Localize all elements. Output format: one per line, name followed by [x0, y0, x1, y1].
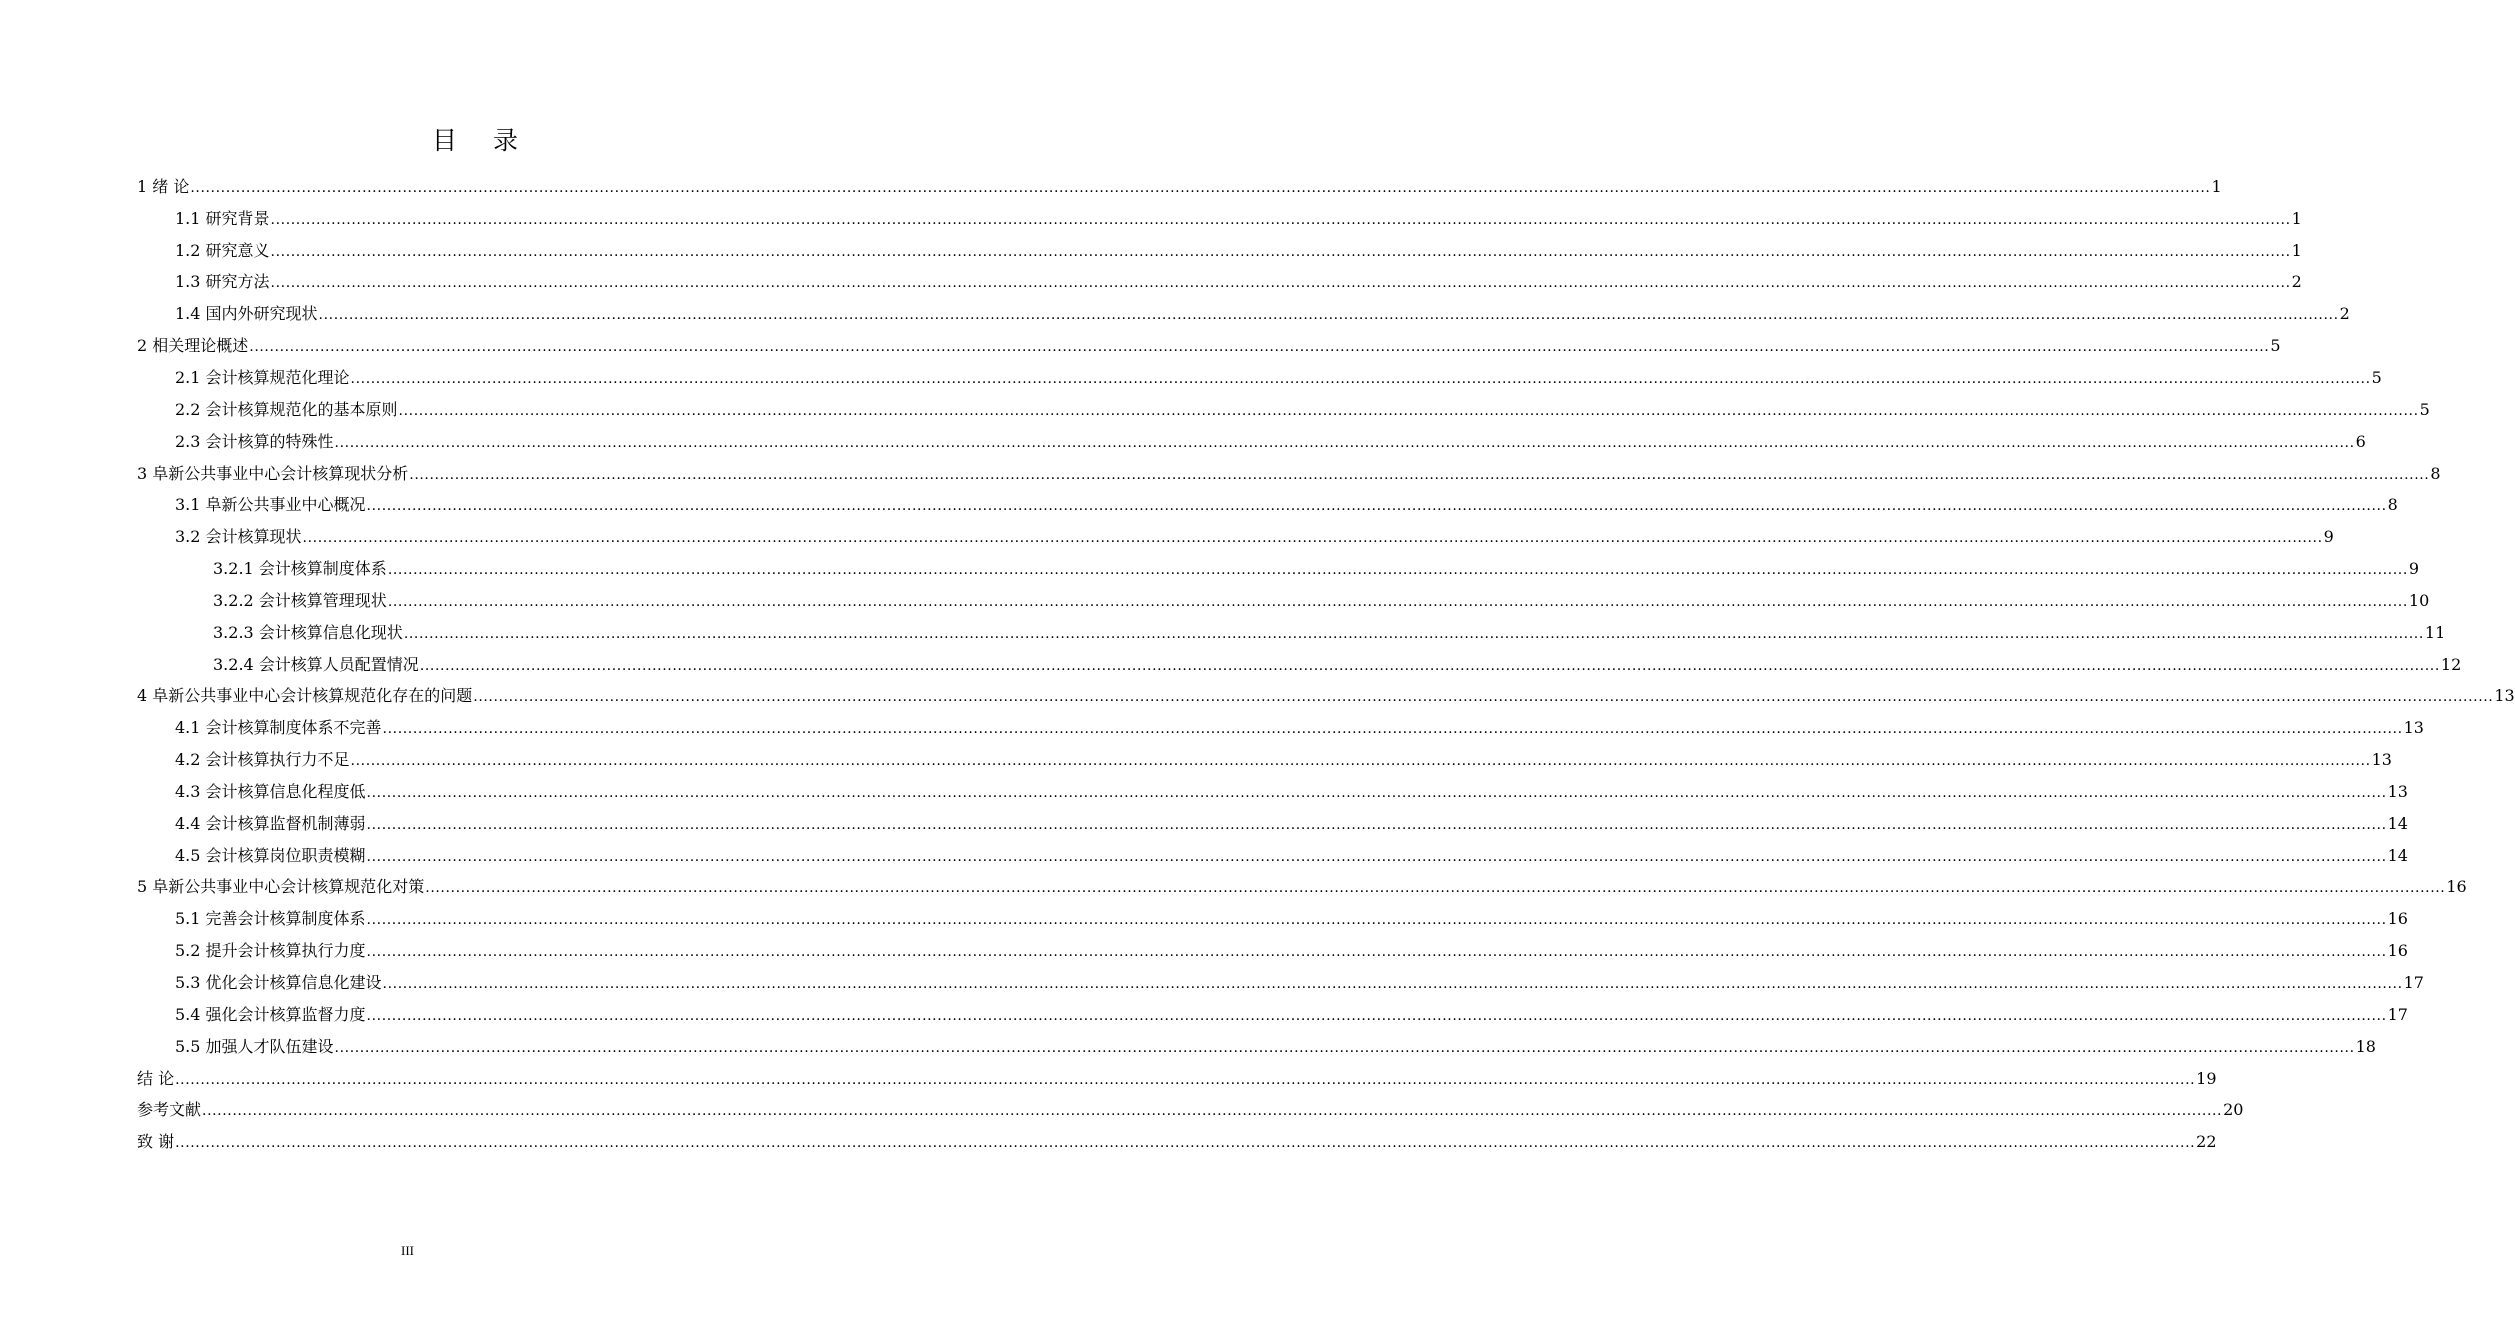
toc-entry-label: 2.1 会计核算规范化理论: [175, 367, 350, 387]
toc-dot-leader: ................................................................................................................................................................................................................................................................................................................................................................................................................: [366, 498, 2387, 515]
toc-entry-label: 1.1 研究背景: [175, 208, 270, 228]
toc-entry-page: 5: [2371, 367, 2382, 387]
toc-dot-leader: ................................................................................................................................................................................................................................................................................................................................................................................................................: [190, 179, 2211, 196]
toc-entry-label: 4.2 会计核算执行力不足: [175, 750, 350, 770]
toc-entry-label: 3.2.3 会计核算信息化现状: [213, 622, 403, 642]
toc-entry-page: 1: [2291, 240, 2302, 260]
toc-entry-page: 6: [2355, 431, 2366, 451]
toc-entry-label: 4.4 会计核算监督机制薄弱: [175, 813, 366, 833]
toc-dot-leader: ................................................................................................................................................................................................................................................................................................................................................................................................................: [382, 976, 2403, 993]
toc-dot-leader: ................................................................................................................................................................................................................................................................................................................................................................................................................: [270, 243, 2291, 260]
toc-entry-page: 20: [2223, 1100, 2244, 1120]
toc-entry-label: 5 阜新公共事业中心会计核算规范化对策: [137, 877, 425, 897]
toc-entry[interactable]: [137, 712, 2424, 744]
toc-entry-label: 5.4 强化会计核算监督力度: [175, 1004, 366, 1024]
toc-entry-label: 2.2 会计核算规范化的基本原则: [175, 399, 398, 419]
toc-entry[interactable]: [137, 1031, 2376, 1063]
toc-entry[interactable]: [137, 298, 2350, 330]
toc-entry-label: 5.5 加强人才队伍建设: [175, 1036, 334, 1056]
toc-entry-label: 5.1 完善会计核算制度体系: [175, 909, 366, 929]
toc-dot-leader: ................................................................................................................................................................................................................................................................................................................................................................................................................: [409, 466, 2430, 483]
toc-dot-leader: ................................................................................................................................................................................................................................................................................................................................................................................................................: [302, 530, 2323, 547]
toc-dot-leader: ................................................................................................................................................................................................................................................................................................................................................................................................................: [366, 912, 2387, 929]
toc-entry-label: 2.3 会计核算的特殊性: [175, 431, 334, 451]
toc-entry[interactable]: [137, 426, 2366, 458]
toc-dot-leader: ................................................................................................................................................................................................................................................................................................................................................................................................................: [334, 434, 2355, 451]
toc-entry-page: 17: [2387, 1004, 2408, 1024]
toc-entry-page: 13: [2371, 750, 2392, 770]
toc-dot-leader: ................................................................................................................................................................................................................................................................................................................................................................................................................: [366, 848, 2387, 865]
toc-dot-leader: ................................................................................................................................................................................................................................................................................................................................................................................................................: [318, 307, 2339, 324]
toc-entry[interactable]: [137, 489, 2398, 521]
toc-entry-page: 13: [2387, 781, 2408, 801]
toc-entry-page: 1: [2211, 176, 2222, 196]
toc-entry[interactable]: [137, 394, 2430, 426]
toc-entry-page: 13: [2403, 718, 2424, 738]
toc-entry-page: 17: [2403, 973, 2424, 993]
toc-entry-page: 18: [2355, 1036, 2376, 1056]
toc-entry-page: 8: [2387, 495, 2398, 515]
toc-entry[interactable]: [137, 553, 2420, 585]
toc-entry-page: 16: [2387, 909, 2408, 929]
toc-entry[interactable]: [137, 967, 2424, 999]
toc-entry-label: 4.5 会计核算岗位职责模糊: [175, 845, 366, 865]
toc-entry-page: 19: [2196, 1068, 2217, 1088]
toc-dot-leader: ................................................................................................................................................................................................................................................................................................................................................................................................................: [175, 1071, 2196, 1088]
toc-entry[interactable]: [137, 744, 2392, 776]
toc-dot-leader: ................................................................................................................................................................................................................................................................................................................................................................................................................: [350, 753, 2371, 770]
toc-entry-label: 结 论: [137, 1068, 175, 1088]
toc-entry[interactable]: [137, 649, 2462, 681]
toc-dot-leader: ................................................................................................................................................................................................................................................................................................................................................................................................................: [270, 275, 2291, 292]
toc-entry-label: 1.2 研究意义: [175, 240, 270, 260]
toc-entry[interactable]: [137, 521, 2334, 553]
toc-entry-page: 16: [2387, 941, 2408, 961]
toc-dot-leader: ................................................................................................................................................................................................................................................................................................................................................................................................................: [473, 689, 2494, 706]
toc-dot-leader: ................................................................................................................................................................................................................................................................................................................................................................................................................: [249, 339, 2270, 356]
toc-entry[interactable]: [137, 267, 2302, 299]
toc-dot-leader: ................................................................................................................................................................................................................................................................................................................................................................................................................: [366, 1007, 2387, 1024]
toc-entry[interactable]: [137, 808, 2408, 840]
toc-entry-label: 1 绪 论: [137, 176, 190, 196]
toc-dot-leader: ................................................................................................................................................................................................................................................................................................................................................................................................................: [366, 944, 2387, 961]
toc-entry-page: 14: [2387, 813, 2408, 833]
toc-dot-leader: ................................................................................................................................................................................................................................................................................................................................................................................................................: [334, 1039, 2355, 1056]
toc-entry-page: 2: [2339, 304, 2350, 324]
toc-entry[interactable]: [137, 1063, 2217, 1095]
toc-dot-leader: ................................................................................................................................................................................................................................................................................................................................................................................................................: [366, 784, 2387, 801]
toc-entry-label: 3.2.2 会计核算管理现状: [213, 590, 387, 610]
toc-entry-page: 8: [2430, 463, 2441, 483]
toc-entry-page: 10: [2408, 590, 2430, 610]
page-title: 目 录: [432, 126, 532, 155]
toc-entry[interactable]: [137, 840, 2408, 872]
toc-entry[interactable]: [137, 585, 2430, 617]
toc-entry[interactable]: [137, 1126, 2217, 1158]
toc-dot-leader: ................................................................................................................................................................................................................................................................................................................................................................................................................: [387, 593, 2408, 610]
toc-entry[interactable]: [137, 776, 2408, 808]
toc-entry-page: 9: [2408, 559, 2420, 579]
toc-dot-leader: ................................................................................................................................................................................................................................................................................................................................................................................................................: [202, 1103, 2223, 1120]
table-of-contents: [137, 171, 2515, 1158]
toc-dot-leader: ................................................................................................................................................................................................................................................................................................................................................................................................................: [382, 721, 2403, 738]
toc-entry-page: 13: [2494, 686, 2515, 706]
toc-entry-page: 11: [2424, 622, 2446, 642]
toc-entry-label: 3.2.4 会计核算人员配置情况: [213, 654, 419, 674]
toc-entry-label: 4 阜新公共事业中心会计核算规范化存在的问题: [137, 686, 473, 706]
toc-dot-leader: ................................................................................................................................................................................................................................................................................................................................................................................................................: [270, 211, 2291, 228]
toc-dot-leader: ................................................................................................................................................................................................................................................................................................................................................................................................................: [350, 370, 2371, 387]
toc-entry-label: 参考文献: [137, 1100, 202, 1120]
toc-entry-label: 致 谢: [137, 1132, 175, 1152]
toc-entry-page: 1: [2291, 208, 2302, 228]
toc-entry-label: 3.2 会计核算现状: [175, 527, 302, 547]
toc-entry[interactable]: [137, 171, 2222, 203]
toc-entry-label: 1.3 研究方法: [175, 272, 270, 292]
toc-dot-leader: ................................................................................................................................................................................................................................................................................................................................................................................................................: [425, 880, 2446, 897]
toc-entry-page: 9: [2323, 527, 2334, 547]
toc-dot-leader: ................................................................................................................................................................................................................................................................................................................................................................................................................: [387, 562, 2408, 579]
toc-entry-label: 5.2 提升会计核算执行力度: [175, 941, 366, 961]
toc-entry-label: 5.3 优化会计核算信息化建设: [175, 973, 382, 993]
toc-entry[interactable]: [137, 1094, 2244, 1126]
toc-entry[interactable]: [137, 935, 2408, 967]
page-number: III: [401, 1243, 414, 1258]
toc-entry[interactable]: [137, 872, 2467, 904]
toc-entry[interactable]: [137, 617, 2446, 649]
toc-entry-page: 2: [2291, 272, 2302, 292]
toc-entry-label: 3 阜新公共事业中心会计核算现状分析: [137, 463, 409, 483]
toc-entry-label: 4.3 会计核算信息化程度低: [175, 781, 366, 801]
toc-entry[interactable]: [137, 330, 2281, 362]
toc-entry-page: 22: [2196, 1132, 2217, 1152]
toc-entry-page: 5: [2270, 336, 2281, 356]
toc-entry[interactable]: [137, 903, 2408, 935]
toc-entry[interactable]: [137, 681, 2515, 713]
toc-entry-page: 14: [2387, 845, 2408, 865]
toc-entry[interactable]: [137, 235, 2302, 267]
toc-dot-leader: ................................................................................................................................................................................................................................................................................................................................................................................................................: [175, 1135, 2196, 1152]
toc-dot-leader: ................................................................................................................................................................................................................................................................................................................................................................................................................: [403, 625, 2424, 642]
toc-entry-label: 1.4 国内外研究现状: [175, 304, 318, 324]
toc-dot-leader: ................................................................................................................................................................................................................................................................................................................................................................................................................: [419, 657, 2440, 674]
toc-entry-label: 2 相关理论概述: [137, 336, 249, 356]
toc-entry[interactable]: [137, 362, 2382, 394]
toc-entry[interactable]: [137, 203, 2302, 235]
toc-entry[interactable]: [137, 458, 2441, 490]
toc-entry-label: 3.1 阜新公共事业中心概况: [175, 495, 366, 515]
toc-entry-label: 4.1 会计核算制度体系不完善: [175, 718, 382, 738]
toc-entry-page: 5: [2419, 399, 2430, 419]
toc-dot-leader: ................................................................................................................................................................................................................................................................................................................................................................................................................: [398, 402, 2419, 419]
toc-entry-label: 3.2.1 会计核算制度体系: [213, 559, 387, 579]
toc-entry-page: 16: [2446, 877, 2467, 897]
toc-entry[interactable]: [137, 999, 2408, 1031]
toc-entry-page: 12: [2440, 654, 2462, 674]
toc-dot-leader: ................................................................................................................................................................................................................................................................................................................................................................................................................: [366, 816, 2387, 833]
